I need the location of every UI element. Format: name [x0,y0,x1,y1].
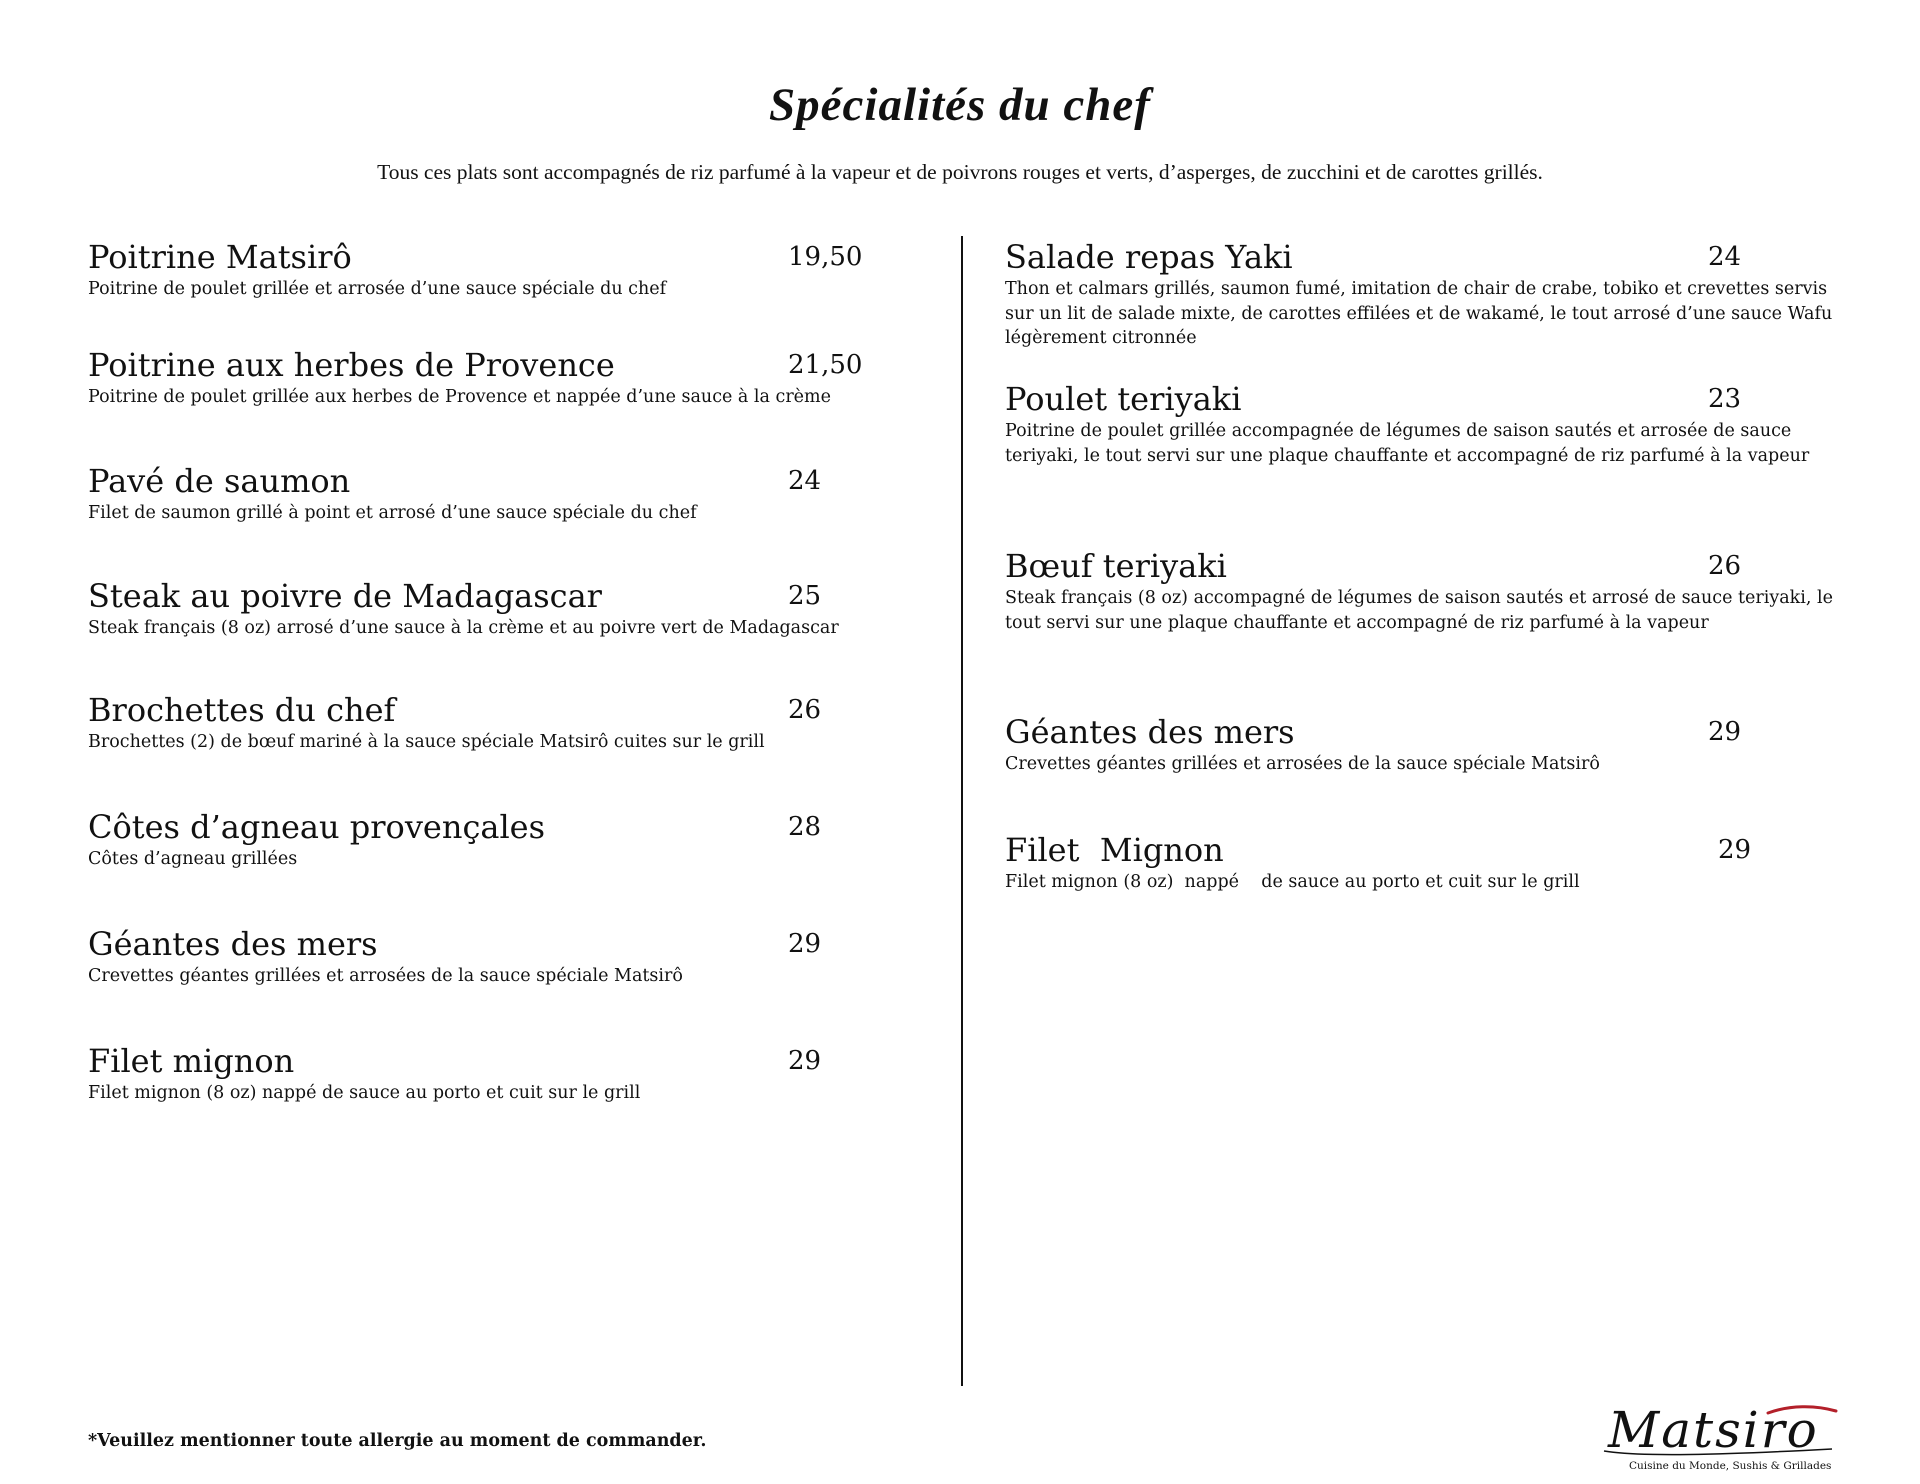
menu-item-name: Steak au poivre de Madagascar [88,577,602,615]
menu-item-name: Filet Mignon [1005,831,1224,869]
menu-item-price: 26 [1708,551,1742,581]
svg-text:Cuisine du Monde, Sushis & Gri: Cuisine du Monde, Sushis & Grillades [1629,1460,1832,1472]
allergy-note: *Veuillez mentionner toute allergie au moment de commander. [88,1431,707,1451]
menu-item [88,1042,822,1106]
column-divider [961,236,963,1386]
page-subtitle: Tous ces plats sont accompagnés de riz parfumé à la vapeur et de poivrons rouges et verts, d’asperges, de zucchini et de carottes grillés. [377,160,1543,184]
menu-item-price: 29 [1718,835,1752,865]
menu-item-name: Poulet teriyaki [1005,380,1242,418]
matsiro-logo [1600,1395,1840,1475]
page-title: Spécialités du chef [769,79,1151,131]
menu-item-description: Poitrine de poulet grillée accompagnée de légumes de saison sautés et arrosée de sauce teriyaki, le tout servi sur une plaque chauffante et accompagné de riz parfumé à la vapeur [1005,421,1810,466]
menu-item [1005,831,1855,895]
menu-item-description: Filet mignon (8 oz) nappé de sauce au porto et cuit sur le grill [1005,872,1580,892]
menu-item-description: Côtes d’agneau grillées [88,849,298,869]
menu-item [88,462,822,526]
menu-item [88,346,863,410]
menu-item-name: Pavé de saumon [88,462,351,500]
menu-item-price: 24 [1708,242,1742,272]
menu-item-price: 29 [1708,717,1742,747]
menu-item-name: Géantes des mers [88,925,378,963]
menu-item-name: Géantes des mers [1005,713,1295,751]
menu-item-price: 19,50 [788,242,863,272]
menu-item [1005,713,1855,777]
menu-item [1005,547,1855,635]
menu-item-description: Thon et calmars grillés, saumon fumé, imitation de chair de crabe, tobiko et crevettes servis sur un lit de salade mixte, de carottes effilées et de wakamé, le tout arrosé d’une sauce Wafu légèrement citronnée [1005,279,1833,348]
menu-item-price: 28 [788,812,822,842]
menu-item-description: Poitrine de poulet grillée et arrosée d’une sauce spéciale du chef [88,279,667,299]
menu-item [88,691,822,755]
menu-item [88,238,863,302]
menu-item [88,577,839,641]
menu-item-description: Steak français (8 oz) accompagné de légumes de saison sautés et arrosé de sauce teriyaki, le tout servi sur une plaque chauffante et accompagné de riz parfumé à la vapeur [1005,588,1833,633]
menu-item [1005,380,1855,468]
menu-item-description: Poitrine de poulet grillée aux herbes de Provence et nappée d’une sauce à la crème [88,387,831,407]
menu-item-name: Poitrine aux herbes de Provence [88,346,615,384]
menu-item-name: Bœuf teriyaki [1005,547,1227,585]
menu-item-name: Côtes d’agneau provençales [88,808,546,846]
menu-item-description: Filet de saumon grillé à point et arrosé d’une sauce spéciale du chef [88,503,697,523]
menu-item-price: 21,50 [788,350,863,380]
menu-item-price: 23 [1708,384,1742,414]
menu-item [88,925,822,989]
logo-icon [1600,1395,1840,1475]
menu-item-price: 24 [788,466,822,496]
menu-item-name: Poitrine Matsirô [88,238,352,276]
menu-item-description: Steak français (8 oz) arrosé d’une sauce à la crème et au poivre vert de Madagascar [88,618,839,638]
menu-item-name: Salade repas Yaki [1005,238,1293,276]
menu-item [88,808,822,872]
menu-item [1005,238,1855,351]
menu-item-price: 29 [788,1046,822,1076]
svg-text:Matsiro: Matsiro [1608,1401,1819,1459]
menu-item-price: 25 [788,581,822,611]
menu-item-name: Brochettes du chef [88,691,396,729]
menu-item-name: Filet mignon [88,1042,295,1080]
menu-item-price: 26 [788,695,822,725]
menu-item-description: Filet mignon (8 oz) nappé de sauce au porto et cuit sur le grill [88,1083,641,1103]
menu-item-description: Crevettes géantes grillées et arrosées de la sauce spéciale Matsirô [1005,754,1600,774]
menu-item-description: Crevettes géantes grillées et arrosées de la sauce spéciale Matsirô [88,966,683,986]
menu-item-price: 29 [788,929,822,959]
menu-item-description: Brochettes (2) de bœuf mariné à la sauce spéciale Matsirô cuites sur le grill [88,732,765,752]
